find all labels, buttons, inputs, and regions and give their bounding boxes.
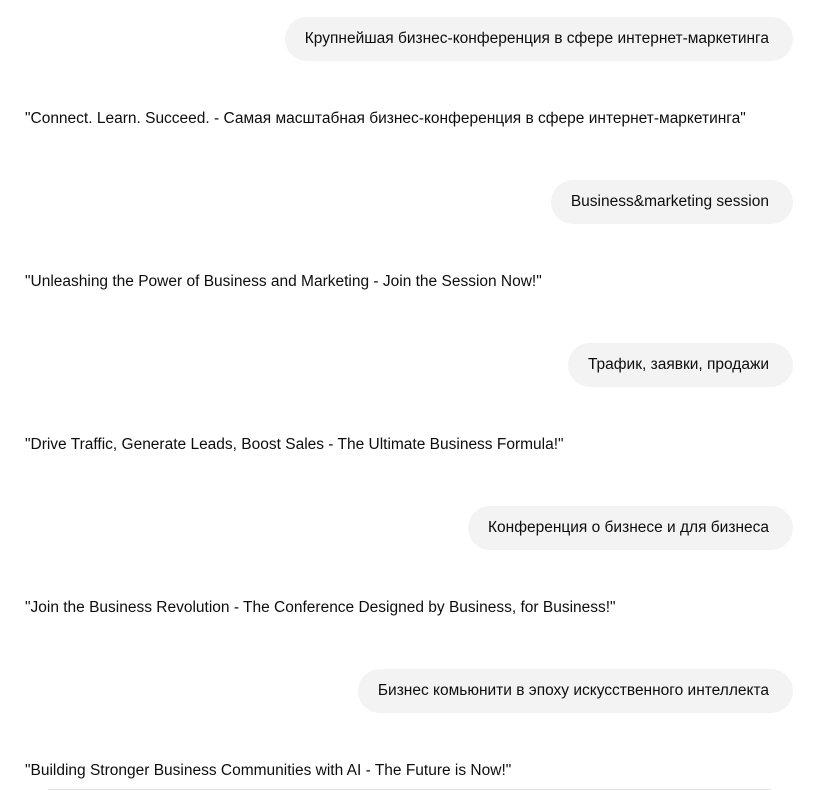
user-message-2: Business&marketing session bbox=[551, 180, 793, 224]
assistant-message-2: "Unleashing the Power of Business and Marketing - Join the Session Now!" bbox=[25, 273, 542, 290]
assistant-message-5: "Building Stronger Business Communities with AI - The Future is Now!" bbox=[25, 762, 512, 779]
assistant-message-1: "Connect. Learn. Succeed. - Самая масштабная бизнес-конференция в сфере интернет-маркетинга" bbox=[25, 110, 746, 127]
user-message-4: Конференция о бизнесе и для бизнеса bbox=[468, 506, 793, 550]
user-message-5: Бизнес комьюнити в эпоху искусственного интеллекта bbox=[358, 669, 793, 713]
assistant-message-4: "Join the Business Revolution - The Conference Designed by Business, for Business!" bbox=[25, 599, 616, 616]
user-message-3: Трафик, заявки, продажи bbox=[568, 343, 793, 387]
assistant-message-3: "Drive Traffic, Generate Leads, Boost Sales - The Ultimate Business Formula!" bbox=[25, 436, 564, 453]
user-message-1: Крупнейшая бизнес-конференция в сфере интернет-маркетинга bbox=[285, 17, 793, 61]
